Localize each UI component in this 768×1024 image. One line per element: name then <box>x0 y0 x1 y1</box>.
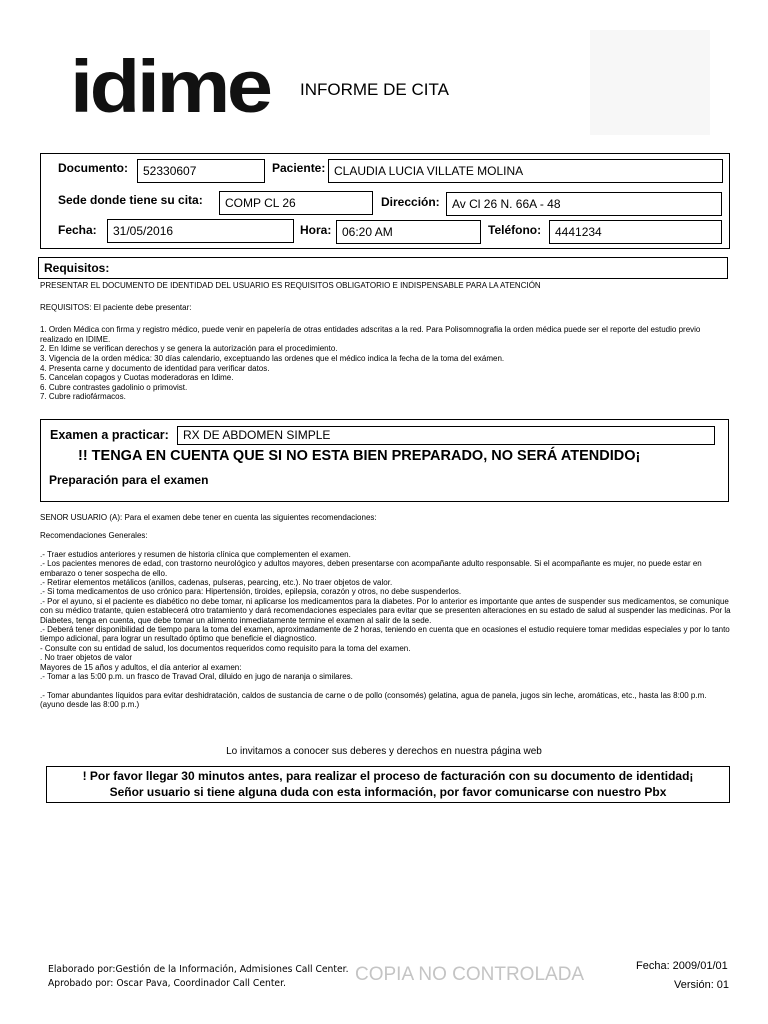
recomendaciones-intro: SENOR USUARIO (A): Para el examen debe tener en cuenta las siguientes recomendaciones: <box>40 513 377 522</box>
requisitos-heading: Requisitos: <box>44 261 110 275</box>
sede-field: COMP CL 26 <box>219 191 373 215</box>
direccion-field: Av Cl 26 N. 66A - 48 <box>446 192 722 216</box>
requisito-item-3: 3. Vigencia de la orden médica: 30 días calendario, exceptuando las ordenes que el médico indica la fecha de la toma del exámen. <box>40 353 505 363</box>
direccion-label: Dirección: <box>381 195 440 209</box>
paciente-label: Paciente: <box>272 161 326 175</box>
recomendacion-item-1: .- Traer estudios anteriores y resumen de historia clínica que complementen el examen. <box>40 549 351 559</box>
sede-label: Sede donde tiene su cita: <box>58 193 203 207</box>
notice-line2: Señor usuario si tiene alguna duda con esta información, por favor comunicarse con nuestro Pbx <box>109 785 667 799</box>
footer-fecha: Fecha: 2009/01/01 <box>636 960 728 972</box>
recomendacion-item-9: Mayores de 15 años y adultos, el día anterior al examen: <box>40 662 242 672</box>
elaborado-text: Elaborado por:Gestión de la Información, Admisiones Call Center. <box>48 964 349 975</box>
scan-shade <box>590 30 710 135</box>
idime-logo: idime <box>70 45 270 128</box>
documento-label: Documento: <box>58 161 128 175</box>
requisito-item-2: 2. En Idime se verifican derechos y se genera la autorización para el procedimiento. <box>40 344 338 354</box>
recomendacion-item-11: .- Tomar abundantes líquidos para evitar deshidratación, caldos de sustancia de carne o de pollo (consomés) gelatina, agua de panela, jugos sin leche, aromáticas, etc., hasta las 8:00 p.m. (ayuno desde las 8:00 p.m.) <box>40 690 707 709</box>
requisito-item-4: 4. Presenta carne y documento de identidad para verificar datos. <box>40 363 270 373</box>
aprobado-text: Aprobado por: Oscar Pava, Coordinador Call Center. <box>48 978 286 989</box>
examen-label: Examen a practicar: <box>50 428 169 442</box>
recomendacion-item-8: . No traer objetos de valor <box>40 653 133 663</box>
requisitos-box <box>38 257 728 279</box>
recomendacion-item-4: .- Si toma medicamentos de uso crónico para: Hipertensión, tiroides, epilepsia, corazón y otros, no debe suspenderlos. <box>40 587 462 597</box>
watermark-text: COPIA NO CONTROLADA <box>355 964 585 985</box>
recomendacion-item-6: .- Deberá tener disponibilidad de tiempo para la toma del examen, aproximadamente de 2 horas, teniendo en cuenta que en ocasiones el estudio requiere tomar medidas especiales y por lo tanto tiempo adicional, para lograr un resultado óptimo que beneficie el diagnostico. <box>40 625 730 644</box>
invitation-text: Lo invitamos a conocer sus deberes y derechos en nuestra página web <box>226 746 542 757</box>
recomendaciones-text <box>40 513 732 709</box>
hora-label: Hora: <box>300 223 332 237</box>
documento-field: 52330607 <box>137 159 265 183</box>
recomendacion-item-10: .- Tomar a las 5:00 p.m. un frasco de Travad Oral, diluido en jugo de naranja o similares. <box>40 672 353 682</box>
fecha-field: 31/05/2016 <box>107 219 294 243</box>
requisito-item-6: 6. Cubre contrastes gadolinio o primovist. <box>40 382 188 392</box>
fecha-label: Fecha: <box>58 223 97 237</box>
page-title: INFORME DE CITA <box>300 80 449 99</box>
recomendacion-item-5: .- Por el ayuno, si el paciente es diabético no debe tomar, ni aplicarse los medicamentos para la diabetes. Por lo anterior es importante que antes de suspender sus medicamentos, se comunique con su médico tratante, quien establecerá otro tratamiento y dará recomendaciones especiales para evitar que se presenten alteraciones en su estado de salud al suspender las medicinas. Por la Diabetes, tenga en cuenta, que debe tomar un alimento inmediatamente termine el examen al salir de la sede. <box>40 596 731 625</box>
requisitos-intro: REQUISITOS: El paciente debe presentar: <box>40 302 192 312</box>
requisito-item-1: 1. Orden Médica con firma y registro médico, puede venir en papelería de otras entidades adscritas a la red. Para Polisomnografia la orden médica puede ser el reporte del estudio previo realizado en IDIME. <box>40 325 701 344</box>
examen-warning: !! TENGA EN CUENTA QUE SI NO ESTA BIEN PREPARADO, NO SERÁ ATENDIDO¡ <box>78 448 641 464</box>
recomendaciones-heading: Recomendaciones Generales: <box>40 531 148 541</box>
requisitos-line1: PRESENTAR EL DOCUMENTO DE IDENTIDAD DEL USUARIO ES REQUISITOS OBLIGATORIO E INDISPENSABLE PARA LA ATENCIÓN <box>40 281 541 290</box>
examen-field: RX DE ABDOMEN SIMPLE <box>177 426 715 445</box>
recomendacion-item-3: .- Retirar elementos metálicos (anillos, cadenas, pulseras, pearcing, etc.). No traer objetos de valor. <box>40 578 393 588</box>
requisito-item-5: 5. Cancelan copagos y Cuotas moderadoras en Idime. <box>40 373 234 383</box>
requisito-item-7: 7. Cubre radiofármacos. <box>40 392 126 402</box>
hora-field: 06:20 AM <box>336 220 481 244</box>
footer-version: Versión: 01 <box>674 979 730 991</box>
recomendacion-item-2: .- Los pacientes menores de edad, con trastorno neurológico y adultos mayores, deben presentarse con acompañante adulto responsable. Si el acompañante es mujer, no puede estar en embarazo o tener sospecha de ello. <box>40 559 702 578</box>
telefono-label: Teléfono: <box>488 223 542 237</box>
telefono-field: 4441234 <box>549 220 722 244</box>
preparacion-label: Preparación para el examen <box>49 473 209 487</box>
notice-line1: ! Por favor llegar 30 minutos antes, para realizar el proceso de facturación con su documento de identidad¡ <box>82 769 694 783</box>
recomendacion-item-7: - Consulte con su entidad de salud, los documentos requeridos como requisito para la toma del examen. <box>40 643 411 653</box>
paciente-field: CLAUDIA LUCIA VILLATE MOLINA <box>328 159 723 183</box>
requisitos-text <box>40 281 725 402</box>
